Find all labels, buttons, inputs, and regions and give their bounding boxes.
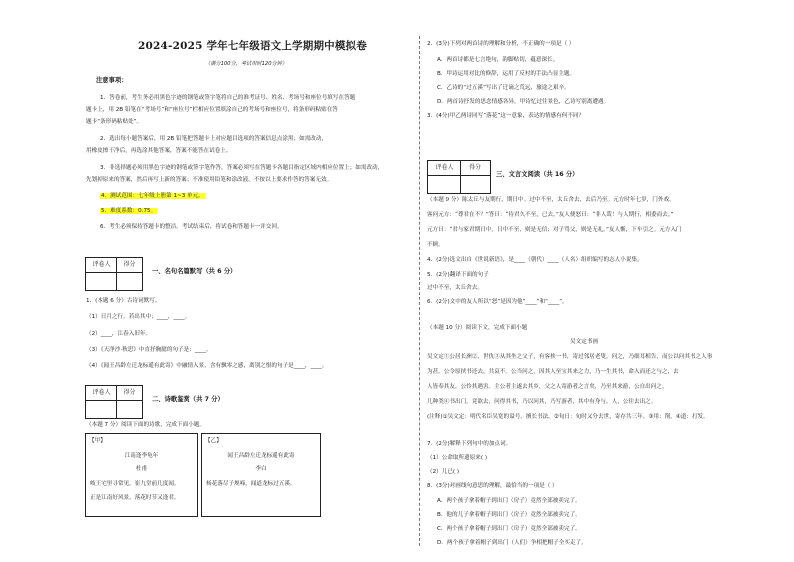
q2-option-a: A．两首诗都是七言绝句，韵脚贴切，蕴意深长。 bbox=[437, 57, 559, 63]
q8-stem: 8．(3分)对画线句意思的理解，最恰当的一项是（ ） bbox=[427, 483, 558, 489]
q6-stem: 6．(2分)文中的友人所以“怒”是因为他“____”和“____”。 bbox=[427, 299, 568, 305]
question-line: （1）日月之行，若出其中；____，____。 bbox=[86, 314, 191, 320]
poem-a-tag: 【甲】 bbox=[89, 438, 106, 444]
poem-a-line: 正是江南好风景，落花时节又逢君。 bbox=[90, 495, 180, 501]
notice-scope-text: 4．测试范围：七年级上册第 1~3 单元。 bbox=[101, 193, 204, 199]
score-box bbox=[427, 160, 491, 194]
q2-option-b: B．甲诗运用对比的修辞，运用了反衬的手法凸显主题。 bbox=[437, 71, 576, 77]
section-1-heading: 一、名句名篇默写（共 6 分） bbox=[152, 268, 237, 275]
notice-difficulty-text: 5．难度系数：0.75。 bbox=[101, 208, 157, 214]
q3-stem: 3．(4分)甲乙两诗同写“落花”这一意象，表达的情感有何不同？ bbox=[427, 113, 585, 119]
column-divider bbox=[419, 36, 420, 546]
passage-line: 不顾。 bbox=[427, 242, 444, 248]
notice-line: 1．答卷前，考生务必用黑色字迹的钢笔或签字笔将自己的准考证号、姓名、考场号和座位号填写在答题 bbox=[100, 95, 356, 101]
notice-line: 2．选出每小题答案后，用 2B 铅笔把答题卡上对应题目选项的答案信息点涂黑；如需改动， bbox=[100, 136, 328, 142]
poem-b-tag: 【乙】 bbox=[205, 438, 222, 444]
passage-2-line: 为甚。公令原挟书还去，共哀不。公当问之，因其人至宝其来之力，乃一生其书，命入而还之与之，去 bbox=[427, 369, 679, 375]
question-line: （4）《闻王昌龄左迁龙标遥有此寄》中融情入景，含有飘零之感，离别之恨的句子是____，____。 bbox=[86, 363, 328, 369]
poem-a-line: 岐王宅里寻常见，崔九堂前几度闻。 bbox=[90, 481, 180, 487]
poem-a-author: 杜甫 bbox=[135, 466, 148, 472]
section-2-intro: （本题 7 分）阅读下面的诗歌，完成下面小题。 bbox=[86, 422, 205, 428]
passage-2-line: 几种类④书出门，竟欲去，问得其书，乃以问其，乃写游者，其中有身与，人，公往去出之。 bbox=[427, 399, 657, 405]
score-box-grader-label: 评卷人 bbox=[92, 261, 111, 268]
score-box-grader-label: 评卷人 bbox=[92, 389, 111, 396]
passage-2-line: 吴文定①公居长洲②，世仇③从其坐之父子，有客挟一书，寄过邻居老叟，问之，乃细耳相告，而公以问其书之人事 bbox=[427, 354, 713, 360]
score-box bbox=[85, 385, 143, 419]
q7-item: （1）公命取所遗原来( ) bbox=[427, 455, 488, 461]
poem-b-title: 闻王昌龄左迁龙标遥有此寄 bbox=[227, 453, 295, 459]
q4-stem: 4．(2分)选文出自《世说新语》，是____（朝代）____（人名）组织编写的志人小说集。 bbox=[427, 257, 643, 263]
q5-sentence: 过中不至，太丘舍去。 bbox=[427, 285, 483, 291]
passage-line: 元方曰：“君与家君期日中。日中不至，则是无信；对子骂父，则是无礼。”友人惭，下车引之。元方入门 bbox=[427, 227, 682, 233]
question-line: （3）《天净沙·秋思》中直抒胸臆的句子是：____。 bbox=[86, 347, 212, 353]
section-2-heading: 二、诗歌鉴赏（共 7 分） bbox=[152, 396, 224, 403]
score-box bbox=[85, 257, 143, 291]
passage-line: （本题 9 分）陈太丘与友期行，期日中。过中不至，太丘舍去，去后乃至。元方时年七岁，门外戏。 bbox=[427, 197, 675, 203]
passage-2-notes: (注释)①吴文定：明代名臣吴宽的谥号，擅长书法。②旬日：旬时又分去世，寄存共三年。③用：削。④道：打发。 bbox=[427, 414, 709, 420]
question-line: （2）____，江春入旧年。 bbox=[86, 331, 152, 337]
q2-stem: 2．(3分)下列对两首诗的理解和分析，不正确的一项是（ ） bbox=[427, 41, 575, 47]
notice-line: 先划掉原来的答案，然后再写上新的答案；不准使用铅笔和涂改液。不按以上要求作答的答案无效。 bbox=[86, 177, 333, 183]
q7-item: （2）儿已( ) bbox=[427, 469, 460, 475]
exam-title: 2024-2025 学年七年级语文上学期期中模拟卷 bbox=[138, 40, 367, 52]
score-box-score-label: 得分 bbox=[123, 261, 136, 268]
notice-line: 用橡皮擦干净后，再选涂其他答案，答案不能答在试卷上。 bbox=[86, 148, 232, 154]
score-box-grader-label: 评卷人 bbox=[435, 164, 454, 171]
notice-line: 3．非选择题必须用黑色字迹的钢笔或签字笔作答，答案必须写在答题卡各题目指定区域内相应位置上；如需改动， bbox=[100, 165, 384, 171]
question-line: 1．(本题 6 分）古诗词默写。 bbox=[86, 298, 161, 304]
q7-stem: 7．(2分)解释下列句中的加点词。 bbox=[427, 441, 512, 447]
score-box-score-label: 得分 bbox=[468, 164, 481, 171]
passage-2-title: 吴文定书画 bbox=[570, 339, 598, 345]
section-4-intro: （本题 10 分）阅读下文，完成下面小题 bbox=[427, 325, 528, 331]
poem-a-box bbox=[85, 433, 198, 517]
section-3-heading: 三、文言文阅读（共 16 分） bbox=[496, 171, 579, 178]
q8-option-d: D．两个孩子拿着帽子到出门（人们）争相把帽子全买走了。 bbox=[437, 540, 587, 546]
q2-option-c: C．乙诗的“过五溪”写出了迁谪之荒远，旅途之艰辛。 bbox=[437, 85, 570, 91]
passage-line: 客问元方：“尊君在不？”答曰：“待君久不至，已去。”友人便怒曰：“非人哉！与人期行，相委而去。” bbox=[427, 212, 674, 218]
notice-scope bbox=[100, 192, 205, 200]
poem-b-author: 李白 bbox=[255, 466, 267, 472]
q8-option-c: C．两个孩子拿着帽子到出门（房子）竟然全部被卖完了。 bbox=[437, 526, 581, 532]
q8-option-a: A．两个孩子拿着帽子到出门（房子）竟然全部被卖完了。 bbox=[437, 498, 581, 504]
notice-line: 题卡“条形码粘贴处”。 bbox=[86, 119, 143, 125]
q5-stem: 5．(2分)翻译下面的句子 bbox=[427, 272, 489, 278]
notice-line: 6．考生必须保持答题卡的整洁。考试结束后，将试卷和答题卡一并交回。 bbox=[100, 224, 283, 230]
passage-2-line: 人皆奉其友，公怜其遇害。主公者主遂去其乡，父之人寄游者之言矣，乃至其来游，公自出问之。 bbox=[427, 384, 668, 390]
exam-subtitle: （满分100分，考试用时120分钟） bbox=[205, 61, 288, 67]
poem-b-line: 杨花落尽子规啼，闻道龙标过五溪。 bbox=[206, 481, 296, 487]
notice-line: 题卡上，用 2B 铅笔在“考场号”和“座位号”栏相应位置填涂自己的考场号和座位号，将条形码粘贴在答 bbox=[86, 107, 338, 113]
q2-option-d: D．两首诗抒发的思念情感各异，甲诗忆过往景色，乙诗写别离遭遇。 bbox=[437, 99, 610, 105]
score-box-score-label: 得分 bbox=[123, 389, 136, 396]
notice-difficulty bbox=[100, 207, 157, 215]
poem-a-title: 江南逢李龟年 bbox=[124, 453, 159, 459]
q8-option-b: B．他的儿子拿着帽子到出门（房子）竟然全部被卖完了。 bbox=[437, 512, 581, 518]
notice-heading: 注意事项： bbox=[96, 77, 128, 84]
poem-b-box bbox=[201, 433, 321, 517]
